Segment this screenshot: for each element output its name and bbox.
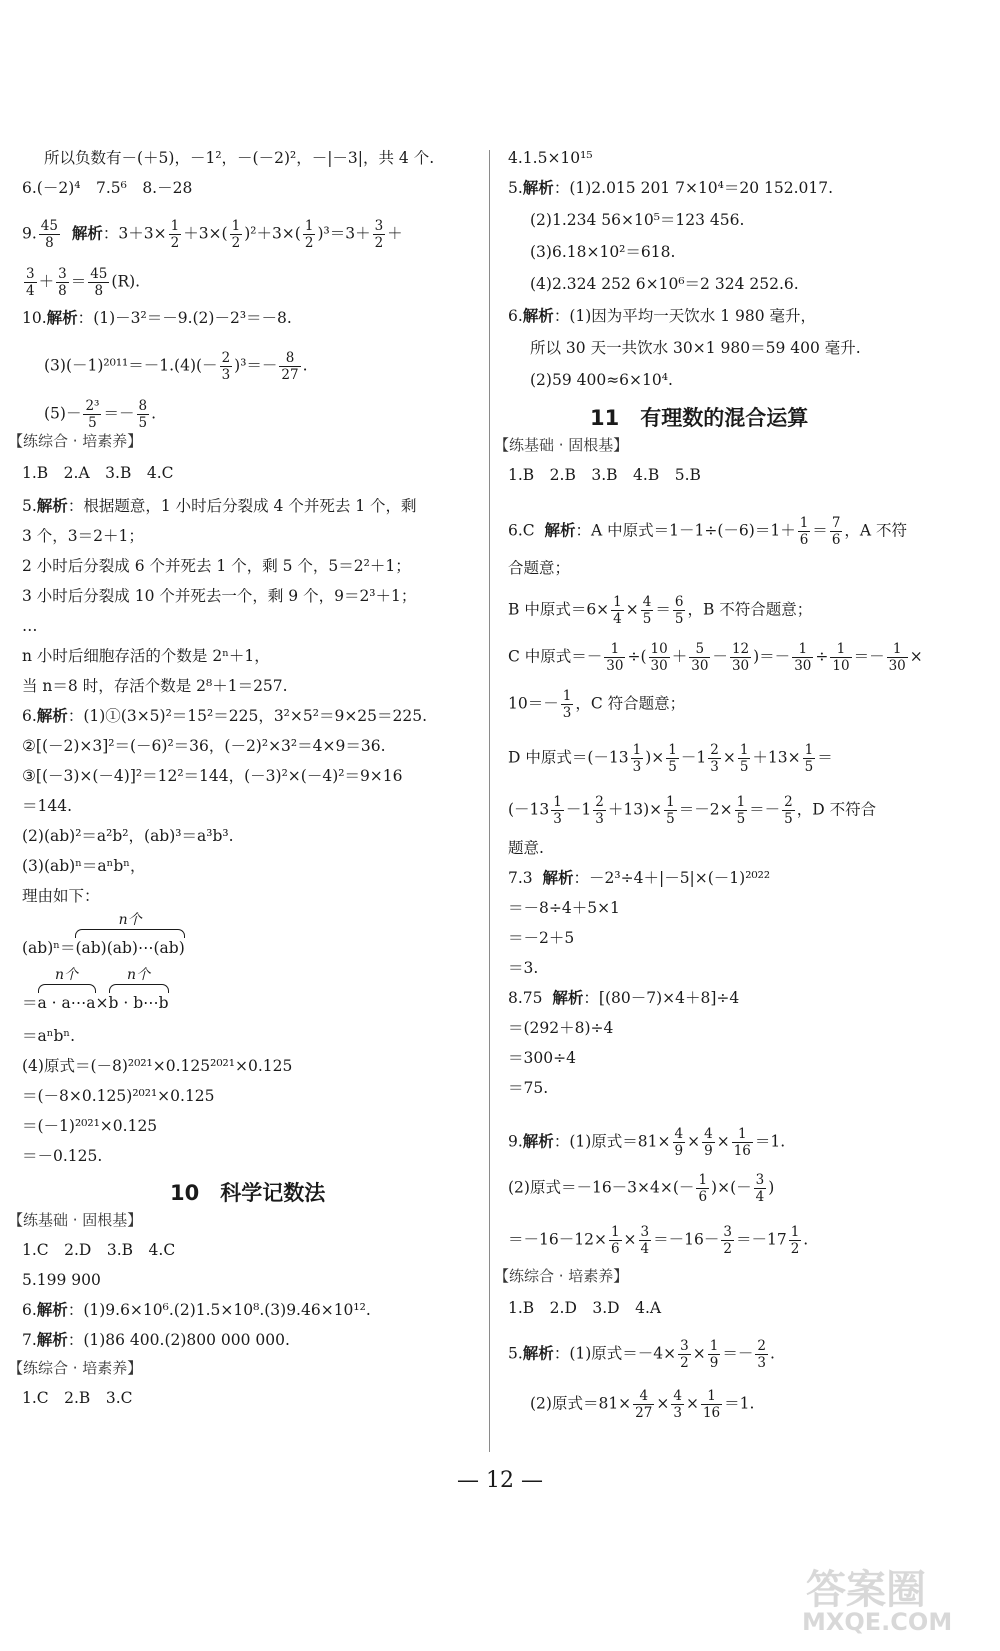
text-line: ＝(－1)²⁰²¹×0.125 (22, 1117, 158, 1135)
fraction: $\frac{1}{9}$ (709, 1338, 719, 1371)
section-title-11: 11 有理数的混合运算 (590, 406, 809, 430)
jiexi-label: 解析 (552, 989, 584, 1007)
text-line: ②[(－2)×3]²＝(－6)²＝36，(－2)²×3²＝4×9＝36. (22, 737, 386, 755)
text-line: (2)原式＝81× $\frac{4}{27}$ × $\frac{4}{3}$ × $\frac{1}{16}$ ＝1. (530, 1388, 755, 1421)
text-line: ＝aⁿbⁿ. (22, 1027, 76, 1045)
answer-line: 1.C 2.B 3.C (22, 1389, 133, 1407)
fraction: $\frac{8}{5}$ (138, 398, 148, 431)
answer-line: 1.C 2.D 3.B 4.C (22, 1241, 176, 1259)
section-tag: 【练基础 · 固根基】 (494, 436, 629, 454)
jiexi-label: 解析 (36, 1331, 68, 1349)
text-line: (2)1.234 56×10⁵＝123 456. (530, 211, 745, 229)
jiexi-label: 解析 (36, 497, 68, 515)
jiexi-label: 解析 (542, 869, 574, 887)
fraction: $\frac{1}{3}$ (632, 742, 642, 775)
fraction: $\frac{1}{3}$ (553, 794, 562, 827)
answer-9: 9. $\frac{45}{8}$ 解析：3＋3× $\frac{1}{2}$ ＋3×( $\frac{1}{2}$ )²＋3×( $\frac{1}{2}$ )³＝3＋ $\frac{3}{2}$ ＋ (22, 218, 403, 251)
fraction: $\frac{1}{6}$ (799, 515, 809, 548)
fraction: $\frac{4}{9}$ (704, 1126, 713, 1159)
answer-line: 1.B 2.A 3.B 4.C (22, 464, 174, 482)
text-line: ③[(－3)×(－4)]²＝12²＝144，(－3)²×(－4)²＝9×16 (22, 767, 403, 785)
text-line: (4)2.324 252 6×10⁶＝2 324 252.6. (530, 275, 799, 293)
text-line: 10＝－ $\frac{1}{3}$ ，C 符合题意； (508, 688, 686, 721)
text-line: (4)原式＝(－8)²⁰²¹×0.125²⁰²¹×0.125 (22, 1057, 293, 1075)
fraction: $\frac{\text{2³}}{5}$ (85, 398, 100, 431)
fraction: $\frac{1}{30}$ (606, 641, 624, 674)
fraction: $\frac{1}{5}$ (668, 742, 677, 775)
fraction: $\frac{1}{2}$ (170, 218, 180, 251)
text-line: (2)原式＝－16－3×4×(－ $\frac{1}{6}$ )×(－ $\frac{3}{4}$ ) (508, 1172, 775, 1205)
answer-6: 6.解析：(1)9.6×10⁶.(2)1.5×10⁸.(3)9.46×10¹². (22, 1301, 371, 1319)
jiexi-label: 解析 (544, 521, 576, 540)
fraction: $\frac{3}{4}$ (26, 266, 35, 299)
text-line: 当 n＝8 时，存活个数是 2⁸＋1＝257. (22, 677, 288, 695)
fraction: $\frac{2}{3}$ (595, 794, 604, 827)
fraction: $\frac{1}{2}$ (790, 1224, 800, 1257)
overbrace: n个 a · a⋯a (37, 967, 96, 1012)
answer-line: 1.B 2.B 3.B 4.B 5.B (508, 466, 701, 484)
answer-line: 4.1.5×10¹⁵ (508, 149, 593, 167)
text-line: ＝－0.125. (22, 1147, 103, 1165)
fraction: $\frac{1}{30}$ (888, 641, 906, 674)
section-title-10: 10 科学记数法 (170, 1181, 326, 1205)
fraction: $\frac{4}{5}$ (642, 594, 652, 627)
fraction: $\frac{1}{5}$ (666, 794, 675, 827)
fraction: $\frac{1}{16}$ (733, 1126, 751, 1159)
fraction: $\frac{1}{16}$ (702, 1388, 721, 1421)
text-line: (3)6.18×10²＝618. (530, 243, 676, 261)
text-line: ＝144. (22, 797, 73, 815)
fraction: $\frac{1}{5}$ (739, 742, 749, 775)
text-line: ＝(292＋8)÷4 (508, 1019, 614, 1037)
answer-10: 10.解析：(1)－3²＝－9.(2)－2³＝－8. (22, 309, 292, 327)
jiexi-label: 解析 (522, 1344, 554, 1363)
jiexi-label: 解析 (46, 309, 78, 327)
section-tag: 【练综合 · 培素养】 (8, 432, 143, 450)
text-line: ＝75. (508, 1079, 549, 1097)
text-line: (3)(ab)ⁿ＝aⁿbⁿ， (22, 857, 146, 875)
text-line: B 中原式＝6× $\frac{1}{4}$ × $\frac{4}{5}$ ＝ $\frac{6}{5}$ ，B 不符合题意； (508, 594, 813, 627)
text-line: ＝－16－12× $\frac{1}{6}$ × $\frac{3}{4}$ ＝－16－ $\frac{3}{2}$ ＝－17 $\frac{1}{2}$ . (508, 1224, 809, 1257)
section-tag: 【练综合 · 培素养】 (494, 1267, 629, 1285)
fraction: $\frac{6}{5}$ (674, 594, 684, 627)
answer-line: 5.199 900 (22, 1271, 101, 1289)
text-line: ＝－8÷4＋5×1 (508, 899, 620, 917)
text-line: 合题意； (508, 559, 571, 577)
jiexi-label: 解析 (71, 224, 103, 243)
fraction: $\frac{3}{2}$ (723, 1224, 732, 1257)
fraction: $\frac{1}{2}$ (231, 218, 241, 251)
fraction: $\frac{1}{2}$ (304, 218, 314, 251)
fraction: $\frac{2}{3}$ (757, 1338, 766, 1371)
fraction: $\frac{1}{3}$ (562, 688, 572, 721)
answer-5: 5.解析：(1)原式＝－4× $\frac{3}{2}$ × $\frac{1}{9}$ ＝－ $\frac{2}{3}$ . (508, 1338, 775, 1371)
fraction: $\frac{4}{3}$ (673, 1388, 682, 1421)
column-divider (489, 150, 490, 1452)
answer-7: 7.3 解析：－2³÷4＋|－5|×(－1)²⁰²² (508, 869, 771, 887)
fraction: $\frac{1}{5}$ (804, 742, 814, 775)
fraction: $\frac{1}{4}$ (613, 594, 622, 627)
fraction: $\frac{4}{9}$ (674, 1126, 684, 1159)
fraction: $\frac{5}{30}$ (691, 641, 709, 674)
fraction: $\frac{10}{30}$ (650, 641, 668, 674)
fraction: $\frac{45}{8}$ (40, 218, 58, 251)
answer-6: 6.解析：(1)因为平均一天饮水 1 980 毫升， (508, 307, 817, 325)
fraction: $\frac{3}{4}$ (755, 1172, 765, 1205)
fraction: $\frac{2}{3}$ (710, 742, 719, 775)
text-line: (2)(ab)²＝a²b²，(ab)³＝a³b³. (22, 827, 234, 845)
text-line: C 中原式＝－ $\frac{1}{30}$ ÷( $\frac{10}{30}$ ＋ $\frac{5}{30}$ － $\frac{12}{30}$ )＝－ $\frac{1}{30}$ ÷ $\frac{1}{10}$ ＝－ $\frac{1}{30}$ × (508, 641, 923, 674)
text-line: ＝300÷4 (508, 1049, 576, 1067)
fraction: $\frac{7}{6}$ (831, 515, 841, 548)
fraction: $\frac{8}{27}$ (281, 350, 299, 383)
overbrace: n个 (ab)(ab)⋯(ab) (75, 912, 185, 957)
fraction: $\frac{1}{5}$ (736, 794, 746, 827)
text-line: ＝3. (508, 959, 539, 977)
answer-9: 9.解析：(1)原式＝81× $\frac{4}{9}$ × $\frac{4}{9}$ × $\frac{1}{16}$ ＝1. (508, 1126, 786, 1159)
jiexi-label: 解析 (522, 179, 554, 197)
text-line: D 中原式＝(－13 $\frac{1}{3}$ )× $\frac{1}{5}$ －1 $\frac{2}{3}$ × $\frac{1}{5}$ ＋13× $\frac{1}{5}$ ＝ (508, 742, 833, 775)
section-tag: 【练基础 · 固根基】 (8, 1211, 143, 1229)
jiexi-label: 解析 (36, 1301, 68, 1319)
jiexi-label: 解析 (36, 707, 68, 725)
brace-expression: (ab)ⁿ＝ n个 (ab)(ab)⋯(ab) (22, 912, 185, 957)
fraction: $\frac{4}{27}$ (635, 1388, 653, 1421)
answer-6: 6.解析：(1)①(3×5)²＝15²＝225，3²×5²＝9×25＝225. (22, 707, 428, 725)
fraction: $\frac{2}{3}$ (221, 350, 231, 383)
fraction: $\frac{1}{6}$ (698, 1172, 708, 1205)
fraction: $\frac{45}{8}$ (90, 266, 108, 299)
jiexi-label: 解析 (522, 307, 554, 325)
text-line: ＝－2＋5 (508, 929, 575, 947)
fraction: $\frac{12}{30}$ (731, 641, 750, 674)
text-line: (2)59 400≈6×10⁴. (530, 371, 673, 389)
fraction: $\frac{1}{30}$ (794, 641, 812, 674)
watermark-text: 答案圈 (806, 1567, 926, 1613)
section-tag: 【练综合 · 培素养】 (8, 1359, 143, 1377)
text-line: 3 小时后分裂成 10 个并死去一个，剩 9 个，9＝2³＋1； (22, 587, 417, 605)
answer-5: 5.解析：根据题意，1 小时后分裂成 4 个并死去 1 个，剩 (22, 497, 417, 515)
fraction: $\frac{3}{8}$ (58, 266, 67, 299)
text-line: ＝(－8×0.125)²⁰²¹×0.125 (22, 1087, 215, 1105)
text-line: 所以负数有－(＋5)，－1²，－(－2)²，－|－3|，共 4 个. (44, 149, 435, 167)
jiexi-label: 解析 (522, 1132, 554, 1151)
answer-line: 1.B 2.D 3.D 4.A (508, 1299, 662, 1317)
text-line: … (22, 617, 38, 635)
brace-expression: ＝ n个 a · a⋯a× n个 b · b⋯b (22, 967, 169, 1012)
watermark-logo (788, 1558, 988, 1638)
fraction: $\frac{3}{2}$ (680, 1338, 689, 1371)
overbrace: n个 b · b⋯b (108, 967, 169, 1012)
fraction: $\frac{3}{2}$ (374, 218, 384, 251)
text-line: (5)－ $\frac{\text{2³}}{5}$ ＝－ $\frac{8}{5}$ . (44, 398, 157, 431)
answer-7: 7.解析：(1)86 400.(2)800 000 000. (22, 1331, 290, 1349)
text-line: 所以 30 天一共饮水 30×1 980＝59 400 毫升. (530, 339, 861, 357)
answer-5: 5.解析：(1)2.015 201 7×10⁴＝20 152.017. (508, 179, 834, 197)
answer-line: 6.(－2)⁴ 7.5⁶ 8.－28 (22, 179, 193, 197)
text-line: (－13 $\frac{1}{3}$ －1 $\frac{2}{3}$ ＋13)× $\frac{1}{5}$ ＝－2× $\frac{1}{5}$ ＝－ $\frac{2}{5}$ ，D 不符合 (508, 794, 877, 827)
fraction: $\frac{3}{4}$ (640, 1224, 650, 1257)
fraction: $\frac{1}{10}$ (832, 641, 850, 674)
fraction: $\frac{1}{6}$ (610, 1224, 620, 1257)
text-line: (3)(－1)²⁰¹¹＝－1.(4)(－ $\frac{2}{3}$ )³＝－ $\frac{8}{27}$ . (44, 350, 308, 383)
answer-8: 8.75 解析：[(80－7)×4＋8]÷4 (508, 989, 740, 1007)
watermark-url: MXQE.COM (802, 1608, 953, 1636)
text-line: 2 小时后分裂成 6 个并死去 1 个，剩 5 个，5＝2²＋1； (22, 557, 411, 575)
fraction: $\frac{2}{5}$ (784, 794, 793, 827)
answer-6: 6.C 解析：A 中原式＝1－1÷(－6)＝1＋ $\frac{1}{6}$ ＝ $\frac{7}{6}$ ，A 不符 (508, 515, 908, 548)
text-line: 理由如下： (22, 887, 100, 905)
text-line: $\frac{3}{4}$ ＋ $\frac{3}{8}$ ＝ $\frac{45}{8}$ (R). (26, 266, 141, 299)
text-line: n 小时后细胞存活的个数是 2ⁿ＋1， (22, 647, 270, 665)
text-line: 题意. (508, 839, 544, 857)
text-line: 3 个，3＝2＋1； (22, 527, 144, 545)
page-number: — 12 — (457, 1468, 543, 1493)
